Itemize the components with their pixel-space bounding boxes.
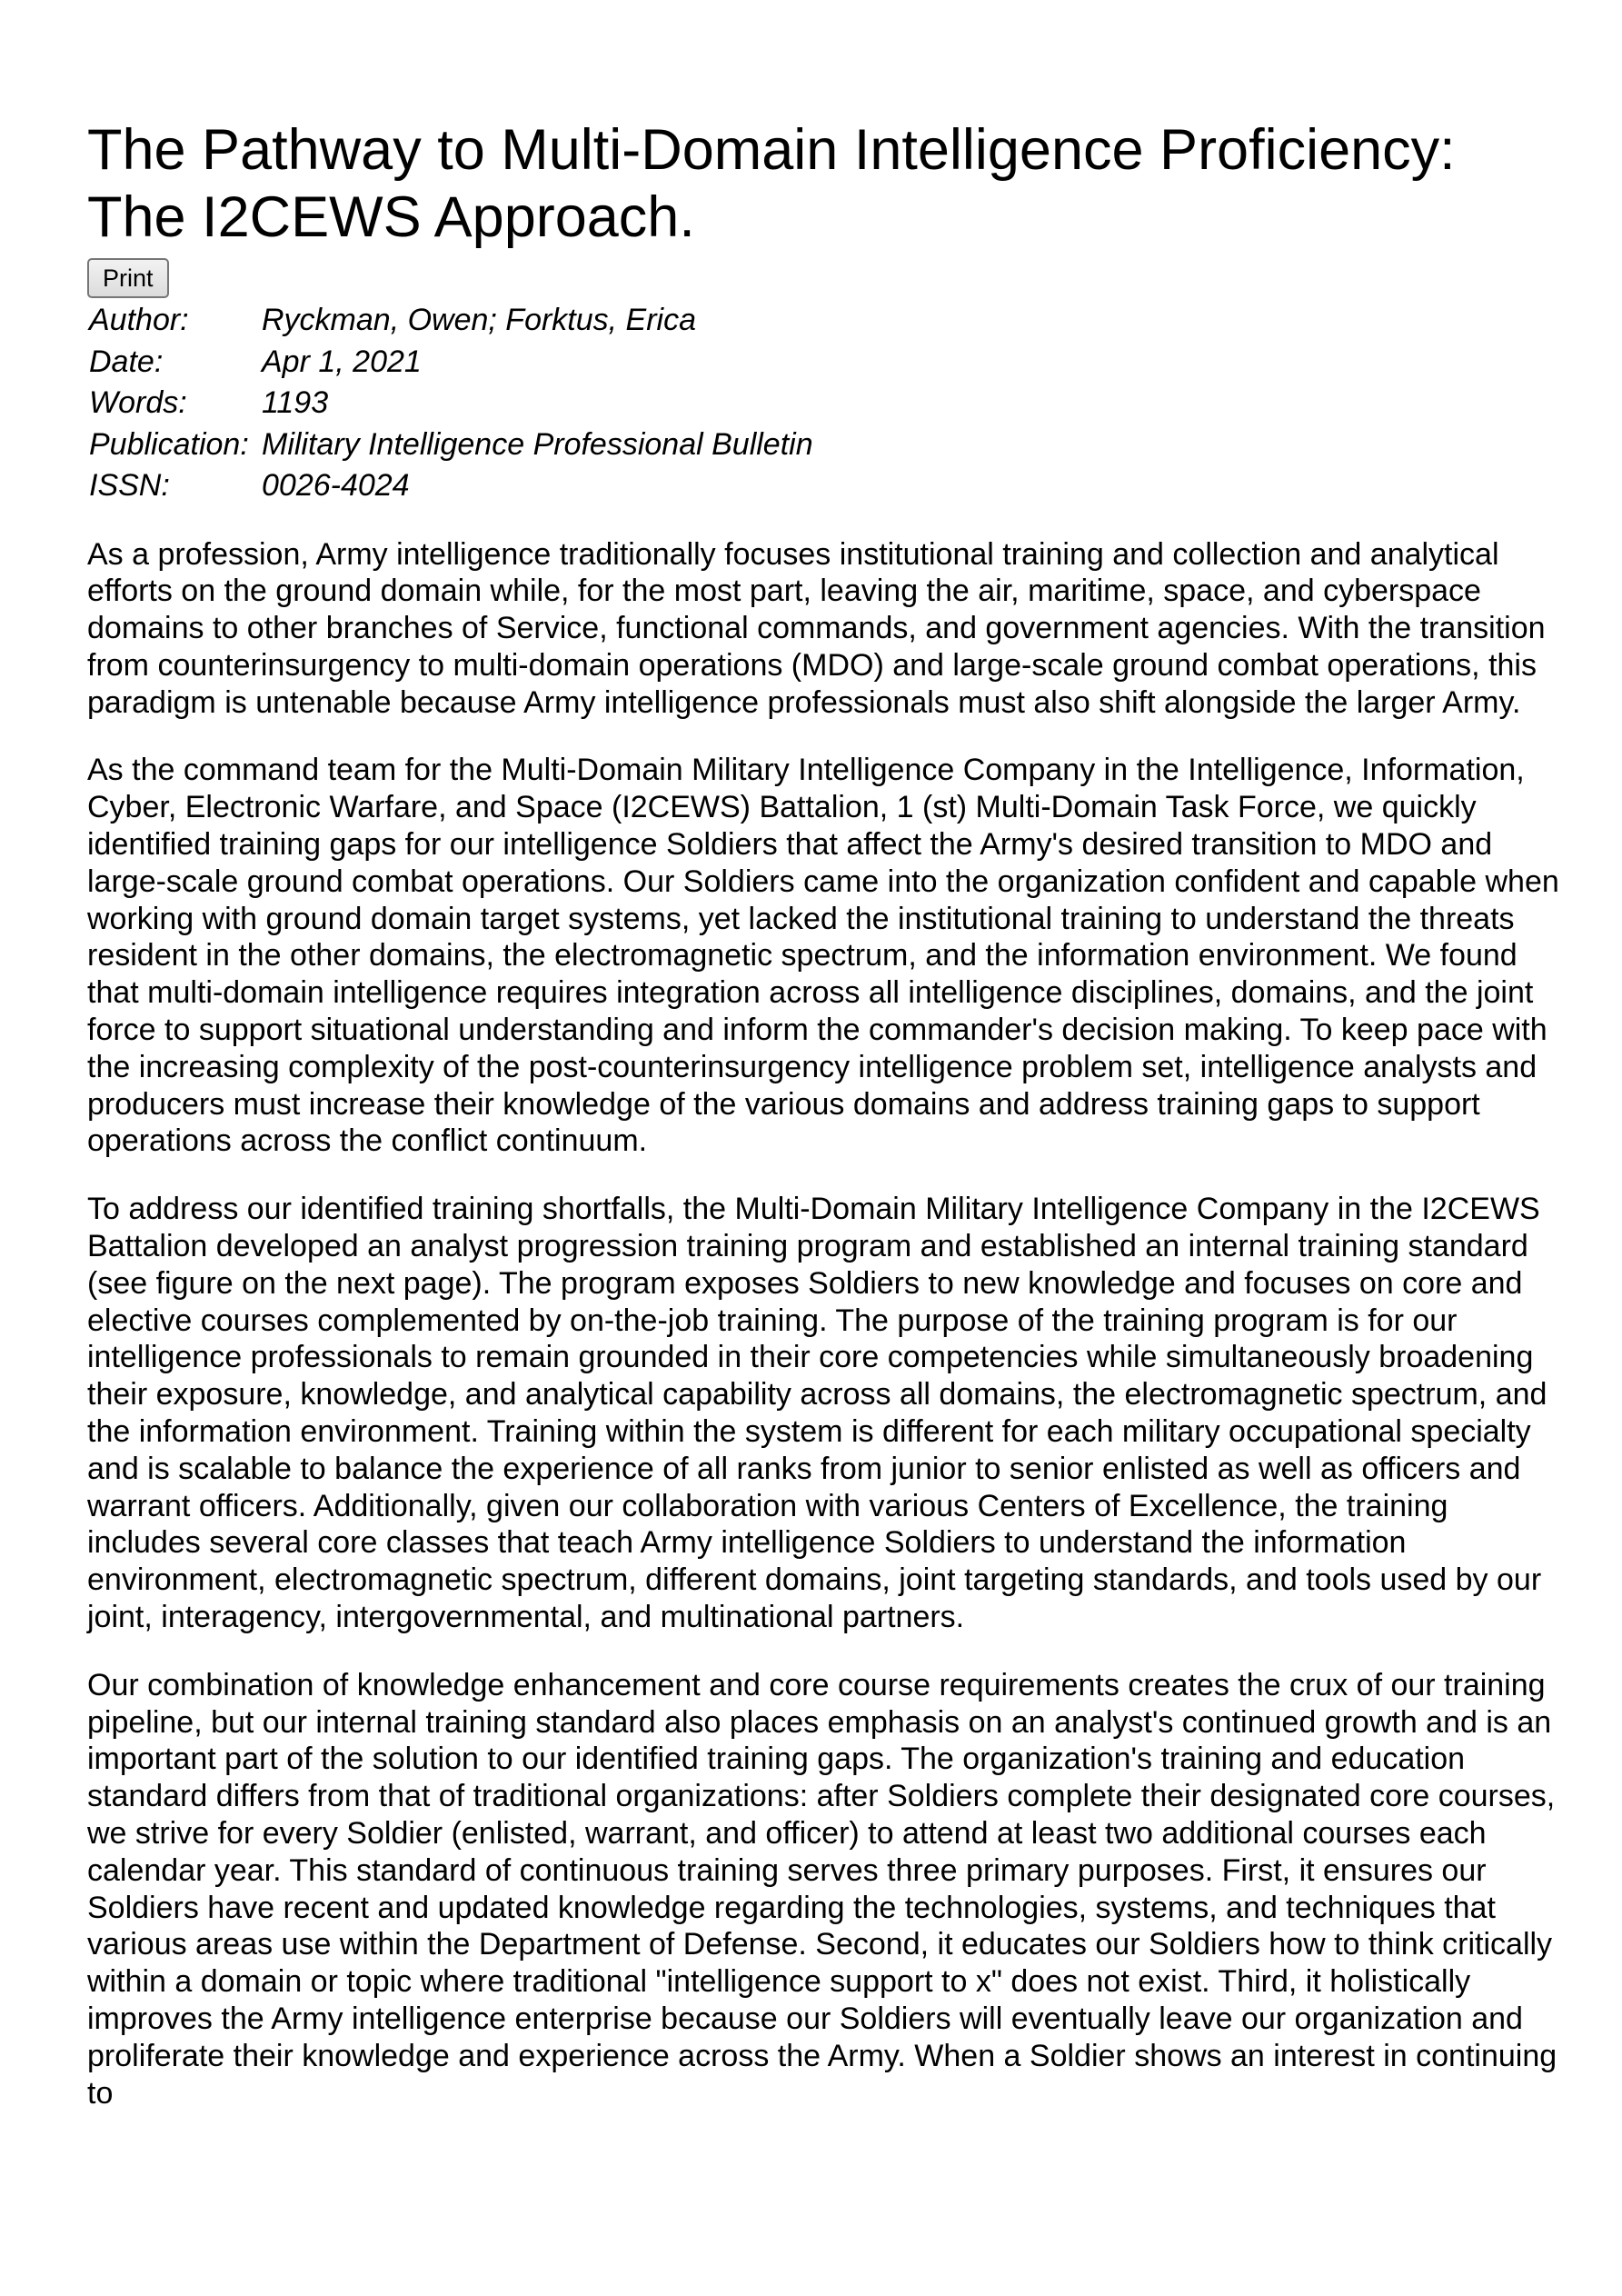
metadata-label: Publication: [89, 426, 249, 462]
metadata-row-words [87, 383, 813, 424]
metadata-value-issn: 0026-4024 [262, 468, 410, 504]
article-title: The Pathway to Multi-Domain Intelligence Proficiency: The I2CEWS Approach. [87, 118, 1456, 249]
metadata-row-issn [87, 465, 813, 507]
metadata-label: ISSN: [89, 468, 170, 504]
metadata-value-date: Apr 1, 2021 [262, 344, 422, 379]
article-body [87, 536, 1559, 2112]
article-metadata-table [87, 300, 813, 507]
metadata-label: Date: [89, 344, 164, 379]
metadata-value-words: 1193 [262, 385, 329, 421]
metadata-label: Author: [89, 303, 189, 338]
body-paragraph: As the command team for the Multi-Domain Military Intelligence Company in the Intelligence, Information, Cyber, Electronic Warfare, and Space (I2CEWS) Battalion, 1 (st) Multi-Domain Task Force, we quickly identified training gaps for our intelligence Soldiers that affect the Army's desired transition to MDO and large-scale ground combat operations. Our Soldiers came into the organization confident and capable when working with ground domain target systems, yet lacked the institutional training to understand the threats resident in the other domains, the electromagnetic spectrum, and the information environment. We found that multi-domain intelligence requires integration across all intelligence disciplines, domains, and the joint force to support situational understanding and inform the commander's decision making. To keep pace with the increasing complexity of the post-counterinsurgency intelligence problem set, intelligence analysts and producers must increase their knowledge of the various domains and address training gaps to support operations across the conflict continuum. [87, 753, 1559, 1159]
print-button[interactable]: Print [87, 258, 169, 298]
metadata-row-author [87, 300, 813, 342]
metadata-row-date [87, 342, 813, 384]
body-paragraph: As a profession, Army intelligence traditionally focuses institutional training and collection and analytical efforts on the ground domain while, for the most part, leaving the air, maritime, space, and cyberspace domains to other branches of Service, functional commands, and government agencies. With the transition from counterinsurgency to multi-domain operations (MDO) and large-scale ground combat operations, this paradigm is untenable because Army intelligence professionals must also shift alongside the larger Army. [87, 536, 1546, 720]
body-paragraph: Our combination of knowledge enhancement and core course requirements creates the crux of our training pipeline, but our internal training standard also places emphasis on an analyst's continued growth and is an important part of the solution to our identified training gaps. The organization's training and education standard differs from that of traditional organizations: after Soldiers complete their designated core courses, we strive for every Soldier (enlisted, warrant, and officer) to attend at least two additional courses each calendar year. This standard of continuous training serves three primary purposes. First, it ensures our Soldiers have recent and updated knowledge regarding the technologies, systems, and techniques that various areas use within the Department of Defense. Second, it educates our Soldiers how to think critically within a domain or topic where traditional "intelligence support to x" does not exist. Third, it holistically improves the Army intelligence enterprise because our Soldiers will eventually leave our organization and proliferate their knowledge and experience across the Army. When a Soldier shows an interest in continuing to [87, 1667, 1557, 2111]
body-paragraph: To address our identified training shortfalls, the Multi-Domain Military Intelligence Company in the I2CEWS Battalion developed an analyst progression training program and established an internal training standard (see figure on the next page). The program exposes Soldiers to new knowledge and focuses on core and elective courses complemented by on-the-job training. The purpose of the training program is for our intelligence professionals to remain grounded in their core competencies while simultaneously broadening their exposure, knowledge, and analytical capability across all domains, the electromagnetic spectrum, and the information environment. Training within the system is different for each military occupational specialty and is scalable to balance the experience of all ranks from junior to senior enlisted as well as officers and warrant officers. Additionally, given our collaboration with various Centers of Excellence, the training includes several core classes that teach Army intelligence Soldiers to understand the information environment, electromagnetic spectrum, different domains, joint targeting standards, and tools used by our joint, interagency, intergovernmental, and multinational partners. [87, 1192, 1547, 1635]
article-page [87, 116, 1559, 2142]
metadata-value-author: Ryckman, Owen; Forktus, Erica [262, 303, 697, 338]
metadata-row-publication [87, 424, 813, 466]
metadata-label: Words: [89, 385, 187, 421]
metadata-value-publication: Military Intelligence Professional Bulletin [262, 426, 813, 462]
